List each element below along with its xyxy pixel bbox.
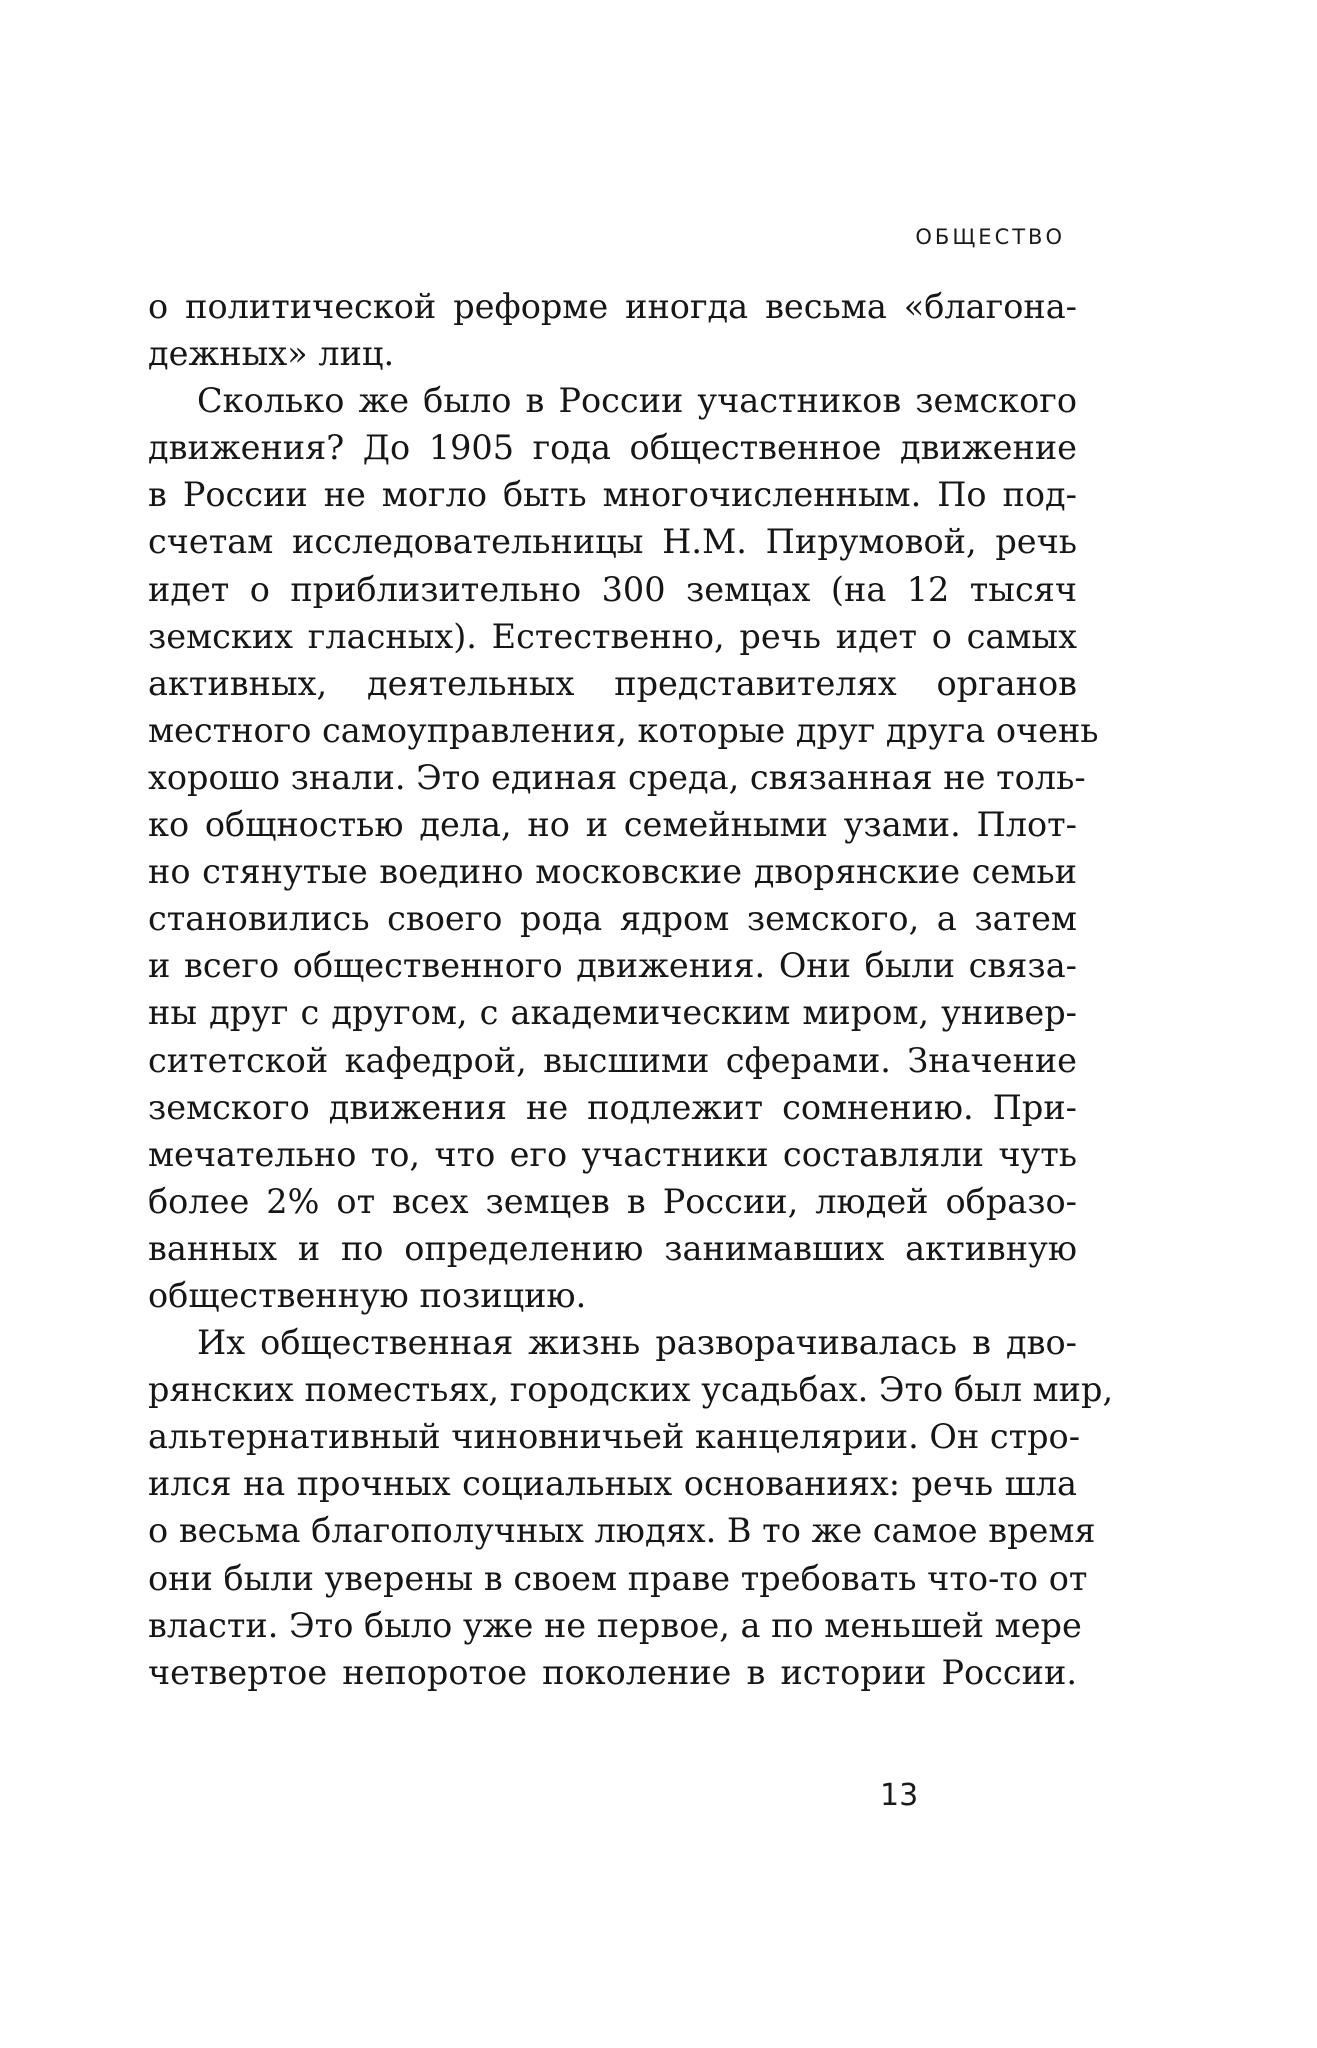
text-line: ко общностью дела, но и семейными узами. Плот- <box>148 805 1077 845</box>
text-line: четвертое непоротое поколение в истории России. <box>148 1652 1077 1692</box>
text-line: дежных» лиц. <box>148 334 395 374</box>
text-line: но стянутые воедино московские дворянские семьи <box>148 852 1077 892</box>
text-line: местного самоуправления, которые друг друга очень <box>148 710 1099 750</box>
text-line: мечательно то, что его участники составляли чуть <box>148 1134 1077 1174</box>
text-line: движения? До 1905 года общественное движение <box>148 428 1077 468</box>
text-line: о весьма благополучных людях. В то же самое время <box>148 1511 1096 1551</box>
text-line: Сколько же было в России участников земского <box>197 381 1077 421</box>
text-line: более 2% от всех земцев в России, людей образо- <box>148 1181 1077 1221</box>
text-line: ны друг с другом, с академическим миром, универ- <box>148 993 1077 1033</box>
text-line: счетам исследовательницы Н.М. Пирумовой, речь <box>148 522 1077 562</box>
text-line: земских гласных). Естественно, речь идет о самых <box>148 616 1077 656</box>
body-text <box>148 283 1114 1696</box>
text-line: хорошо знали. Это единая среда, связанная не толь- <box>148 757 1086 797</box>
text-line: становились своего рода ядром земского, а затем <box>148 899 1077 939</box>
running-head: ОБЩЕСТВО <box>915 225 1065 249</box>
text-line: ился на прочных социальных основаниях: речь шла <box>148 1464 1077 1504</box>
text-line: ситетской кафедрой, высшими сферами. Значение <box>148 1040 1077 1080</box>
text-line: активных, деятельных представителях органов <box>148 663 1077 703</box>
text-line: о политической реформе иногда весьма «благона- <box>148 287 1077 326</box>
text-line: и всего общественного движения. Они были связа- <box>148 946 1077 986</box>
text-line: альтернативный чиновничьей канцелярии. Он стро- <box>148 1417 1081 1457</box>
page-number: 13 <box>880 1778 919 1813</box>
text-line: идет о приблизительно 300 земцах (на 12 тысяч <box>148 569 1077 609</box>
text-line: Их общественная жизнь разворачивалась в дво- <box>197 1323 1077 1363</box>
text-line: власти. Это было уже не первое, а по меньшей мере <box>148 1605 1082 1645</box>
text-line: ванных и по определению занимавших активную <box>148 1228 1077 1268</box>
text-line: они были уверены в своем праве требовать что-то от <box>148 1558 1088 1598</box>
text-line: в России не могло быть многочисленным. По под- <box>148 475 1077 515</box>
text-line: рянских поместьях, городских усадьбах. Это был мир, <box>148 1370 1114 1410</box>
text-line: общественную позицию. <box>148 1275 587 1315</box>
text-line: земского движения не подлежит сомнению. При- <box>148 1087 1077 1127</box>
